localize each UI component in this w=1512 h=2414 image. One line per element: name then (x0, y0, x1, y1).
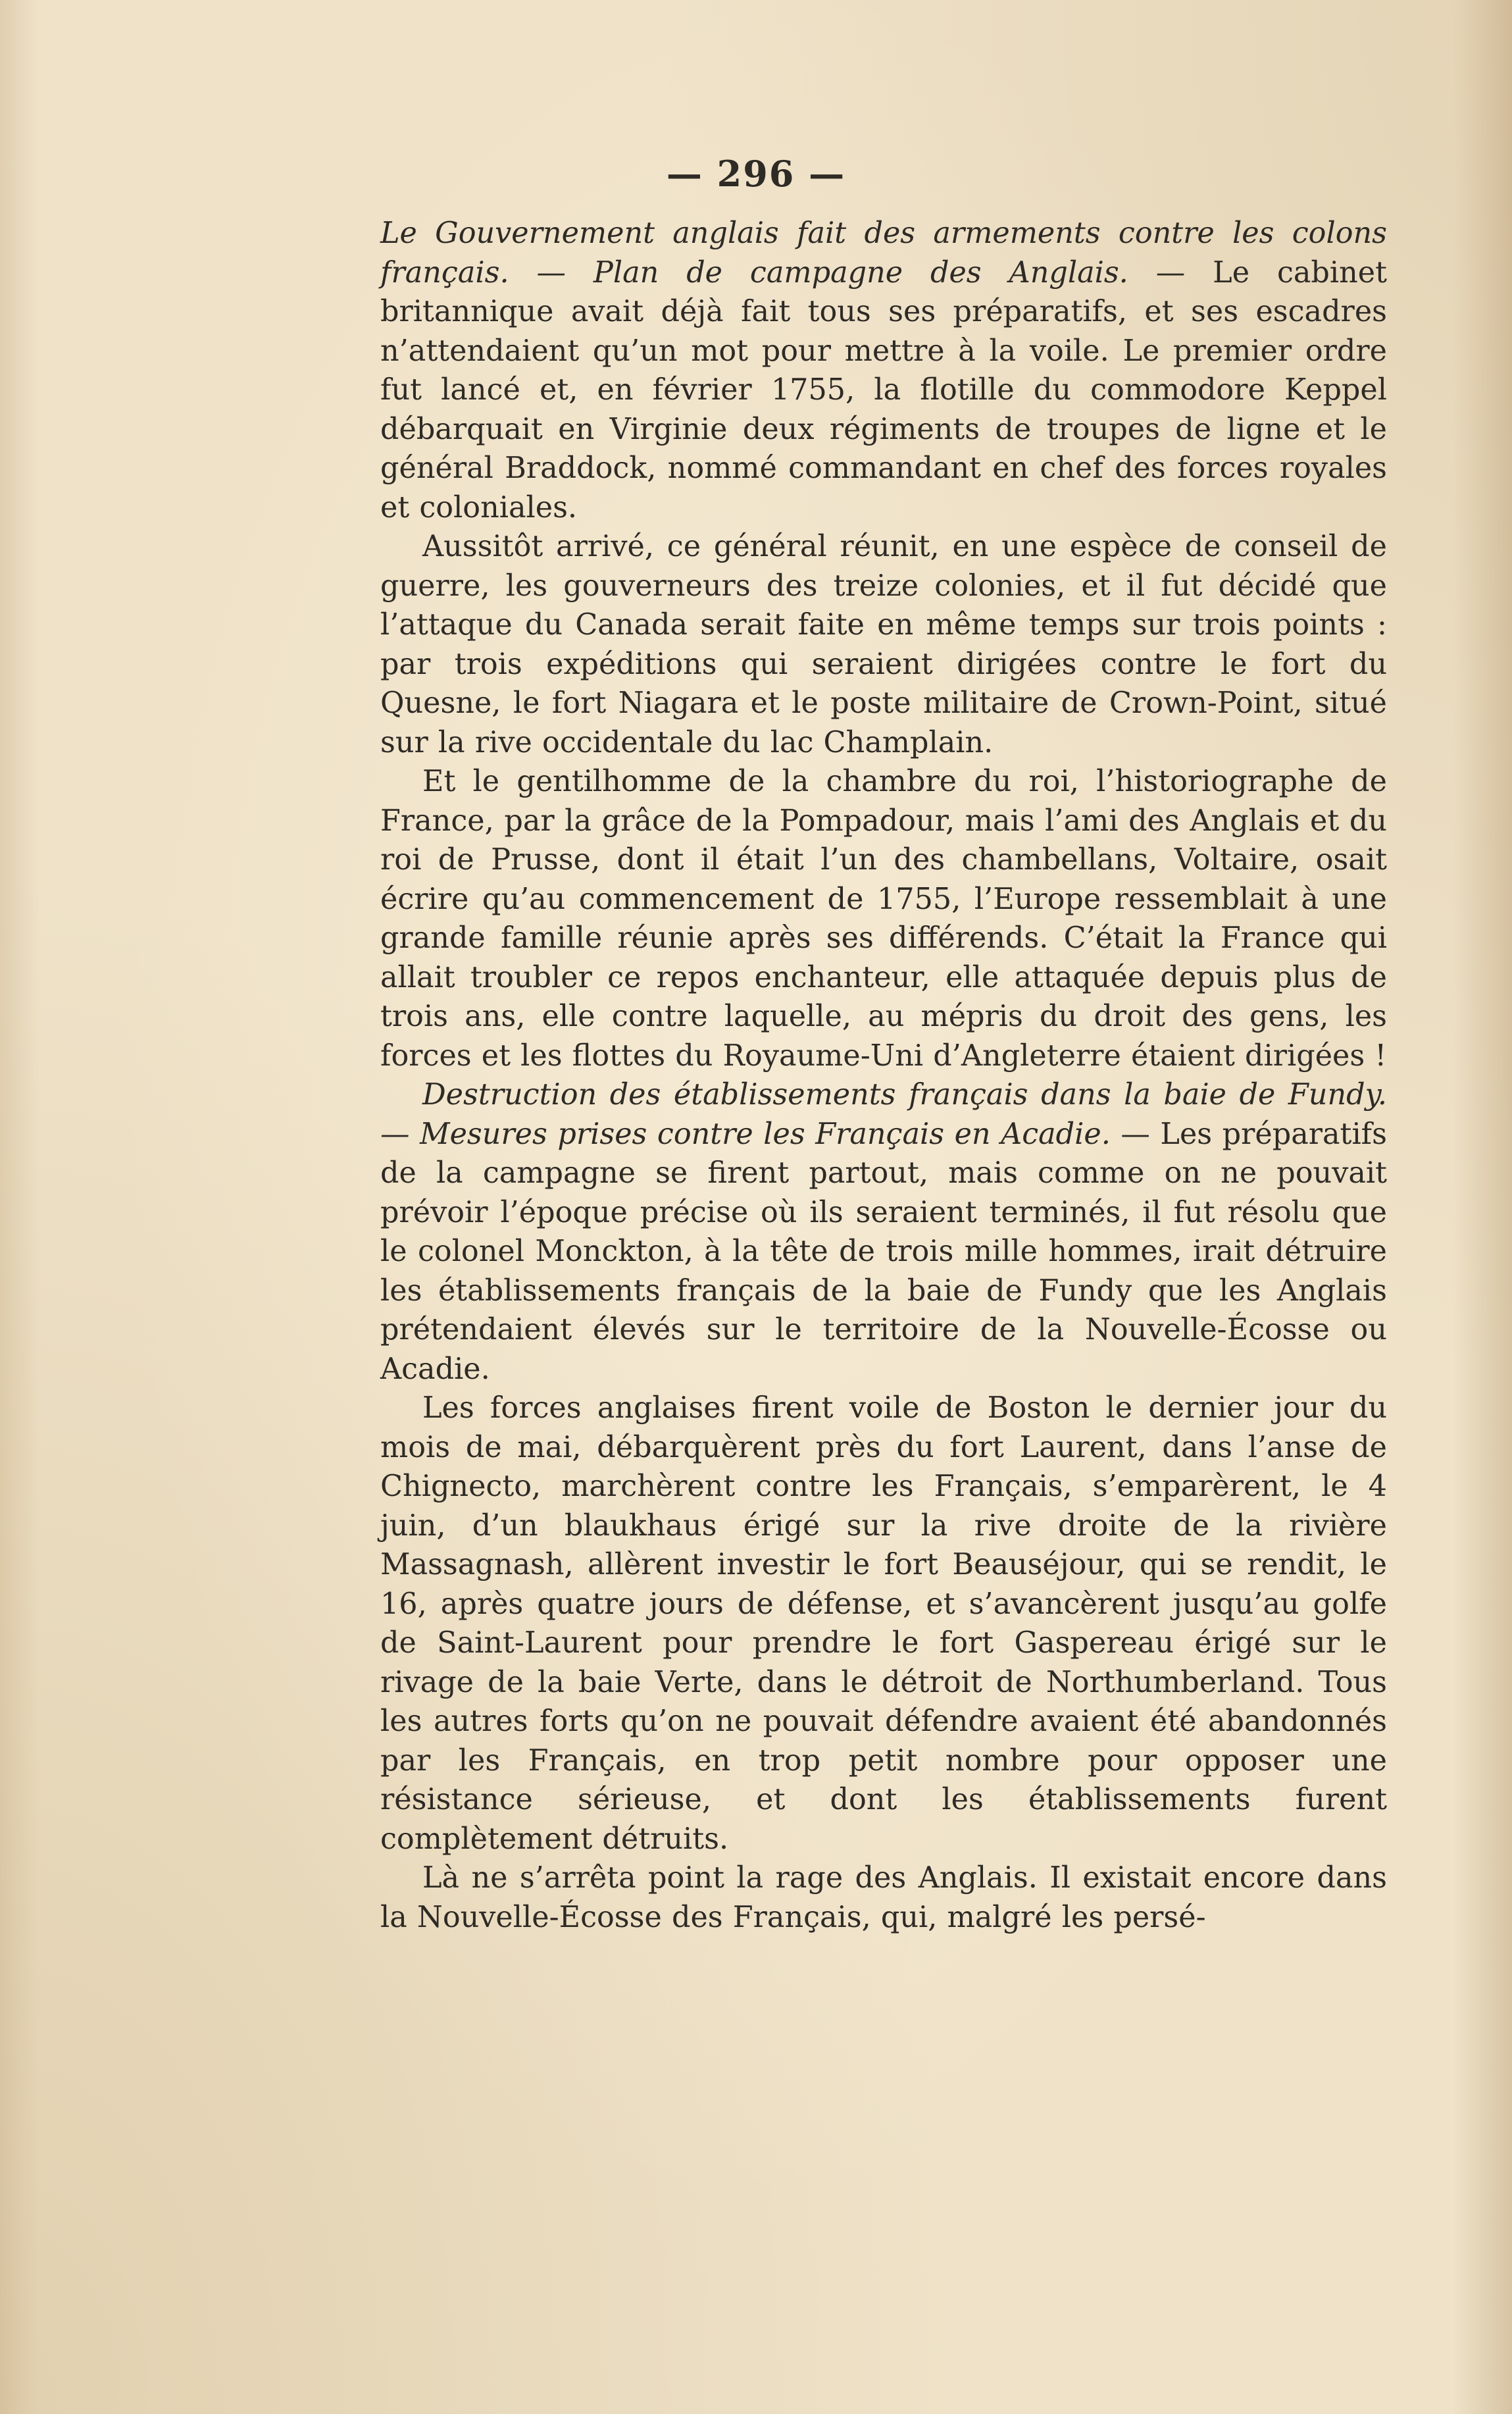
paragraph-4 (380, 1075, 1387, 1389)
paragraph-5: Les forces anglaises firent voile de Boston le dernier jour du mois de mai, débarquèrent près du fort Laurent, dans l’anse de Chignecto, marchèrent contre les Français, s’emparèrent, le 4 juin, d’un blaukhaus érigé sur la rive droite de la rivière Massagnash, allèrent investir le fort Beauséjour, qui se rendit, le 16, après quatre jours de défense, et s’avancèrent jusqu’au golfe de Saint-Laurent pour prendre le fort Gaspereau érigé sur le rivage de la baie Verte, dans le détroit de Northumberland. Tous les autres forts qu’on ne pouvait défendre avaient été abandonnés par les Français, en trop petit nombre pour opposer une résistance sérieuse, et dont les établissements furent complètement détruits. (380, 1391, 1387, 1856)
body-text (380, 214, 1387, 1937)
section-heading-2: Destruction des établissements français dans la baie de Fundy. — Mesures prises contre les Français en Acadie. (380, 1078, 1387, 1151)
paragraph-6: Là ne s’arrêta point la rage des Anglais. Il existait encore dans la Nouvelle-Écosse des Français, qui, malgré les persé- (380, 1861, 1387, 1934)
paragraph-1-text: — Le cabinet britannique avait déjà fait tous ses préparatifs, et ses escadres n’attendaient qu’un mot pour mettre à la voile. Le premier ordre fut lancé et, en février 1755, la flotille du commodore Keppel débarquait en Virginie deux régiments de troupes de ligne et le général Braddock, nommé commandant en chef des forces royales et coloniales. (380, 255, 1387, 525)
page-edge-shadow-left (0, 0, 39, 2414)
paragraph-1 (380, 214, 1387, 527)
page-edge-shadow-right (1453, 0, 1512, 2414)
section-heading-1: Le Gouvernement anglais fait des armements contre les colons français. — Plan de campagne des Anglais. (380, 217, 1387, 290)
paragraph-2: Aussitôt arrivé, ce général réunit, en une espèce de conseil de guerre, les gouverneurs des treize colonies, et il fut décidé que l’attaque du Canada serait faite en même temps sur trois points : par trois expéditions qui seraient dirigées contre le fort du Quesne, le fort Niagara et le poste militaire de Crown-Point, situé sur la rive occidentale du lac Champlain. (380, 530, 1387, 759)
paragraph-4-text: — Les préparatifs de la campagne se firent partout, mais comme on ne pouvait prévoir l’époque précise où ils seraient terminés, il fut résolu que le colonel Monckton, à la tête de trois mille hommes, irait détruire les établissements français de la baie de Fundy que les Anglais prétendaient élevés sur le territoire de la Nouvelle-Écosse ou Acadie. (380, 1117, 1387, 1386)
paragraph-3: Et le gentilhomme de la chambre du roi, l’historiographe de France, par la grâce de la Pompadour, mais l’ami des Anglais et du roi de Prusse, dont il était l’un des chambellans, Voltaire, osait écrire qu’au commencement de 1755, l’Europe ressemblait à une grande famille réunie après ses différends. C’était la France qui allait troubler ce repos enchanteur, elle attaquée depuis plus de trois ans, elle contre laquelle, au mépris du droit des gens, les forces et les flottes du Royaume-Uni d’Angleterre étaient dirigées ! (380, 765, 1387, 1073)
page-number: — 296 — (666, 153, 846, 195)
